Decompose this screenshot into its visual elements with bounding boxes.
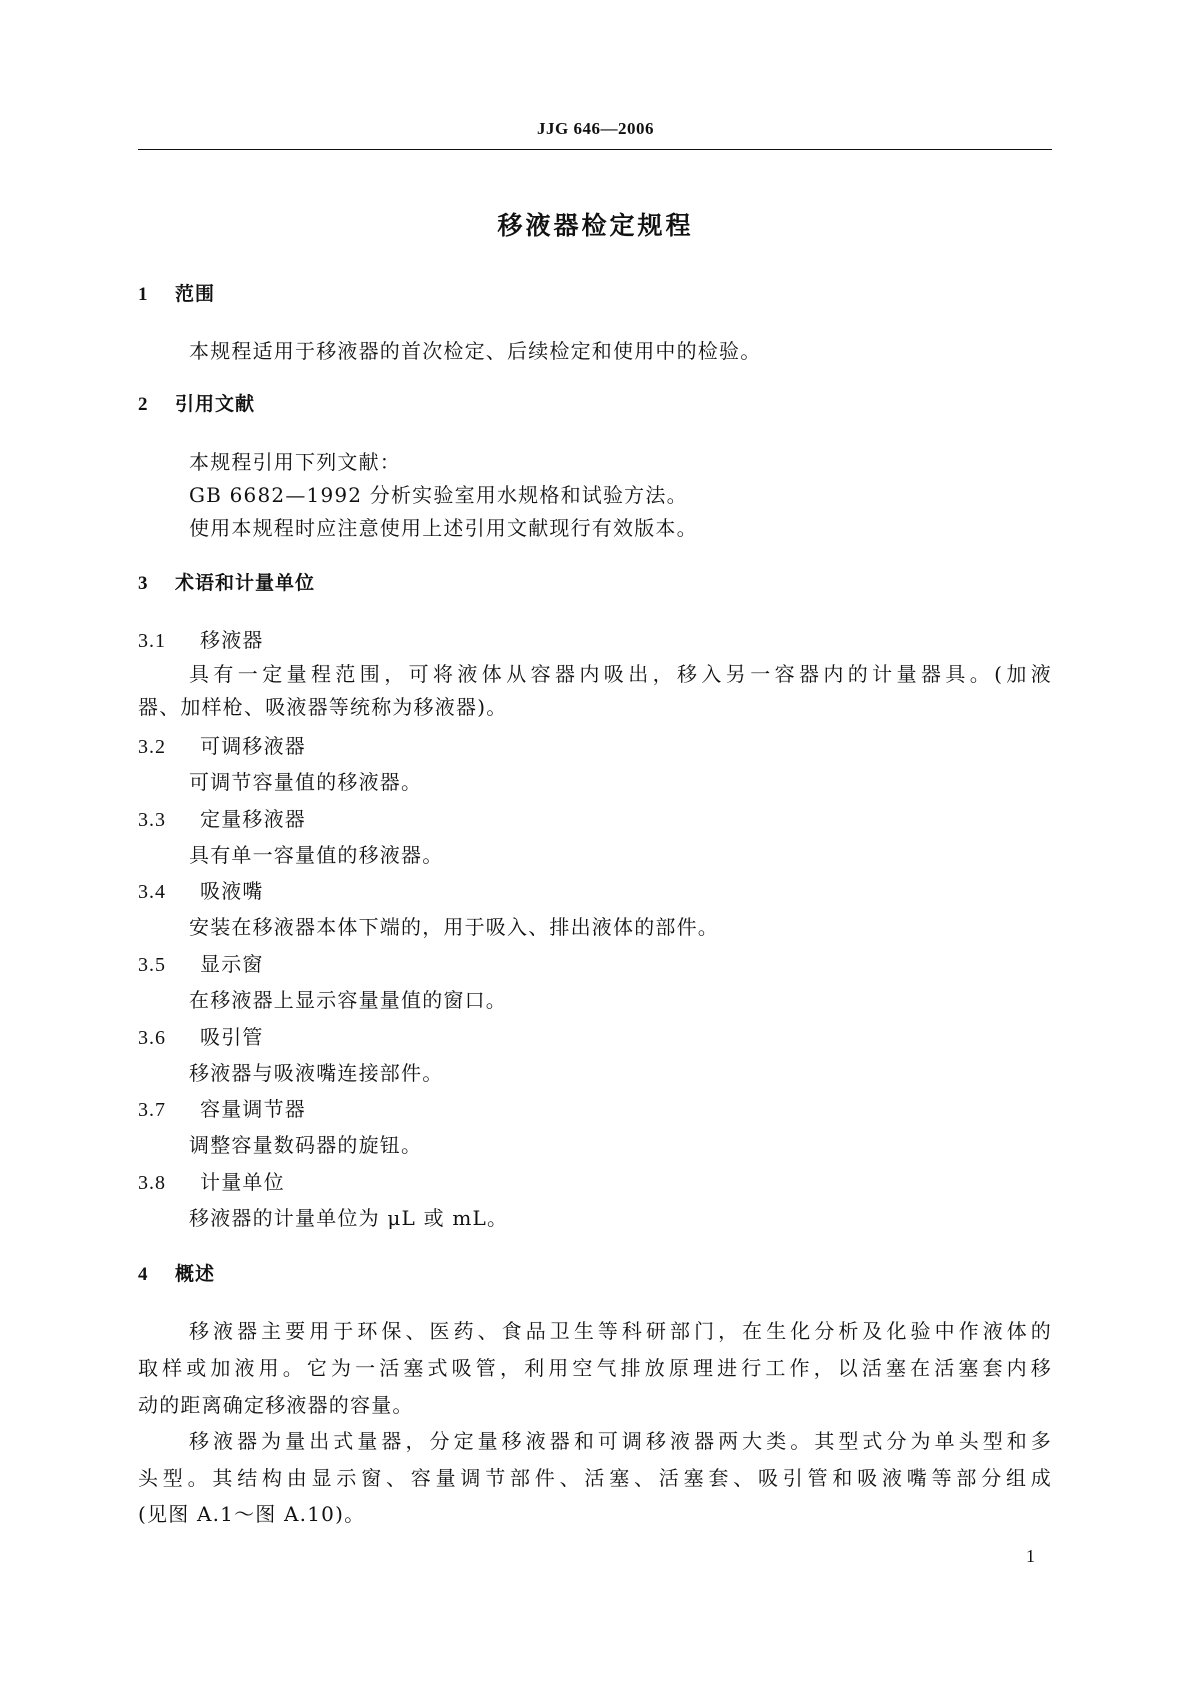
section-heading-3 — [138, 568, 315, 595]
term-definition: 移液器与吸液嘴连接部件。 — [189, 1061, 444, 1085]
term-name: 计量单位 — [200, 1170, 285, 1194]
term-definition: 在移液器上显示容量量值的窗口。 — [189, 988, 507, 1012]
section-number: 3 — [138, 573, 149, 594]
term-heading — [138, 1093, 306, 1122]
term-definition: 调整容量数码器的旋钮。 — [189, 1133, 423, 1157]
term-definition: 安装在移液器本体下端的，用于吸入、排出液体的部件。 — [189, 915, 719, 939]
term-heading — [138, 948, 264, 977]
section-title: 概述 — [175, 1263, 216, 1285]
term-definition-line: 具有一定量程范围，可将液体从容器内吸出，移入另一容器内的计量器具。(加液 — [189, 662, 1052, 686]
overview-line: 动的距离确定移液器的容量。 — [138, 1393, 414, 1417]
term-name: 容量调节器 — [200, 1097, 306, 1121]
term-heading — [138, 730, 306, 759]
document-title: 移液器检定规程 — [497, 211, 694, 240]
section-title: 范围 — [175, 283, 216, 305]
references-line: 使用本规程时应注意使用上述引用文献现行有效版本。 — [189, 516, 698, 540]
term-heading — [138, 624, 264, 653]
term-number: 3.5 — [138, 954, 166, 976]
term-number: 3.1 — [138, 630, 166, 652]
header-rule — [138, 149, 1052, 150]
term-definition: 可调节容量值的移液器。 — [189, 770, 423, 794]
header-code: JJG 646—2006 — [537, 119, 654, 138]
overview-line: (见图 A.1～图 A.10)。 — [138, 1502, 366, 1526]
term-number: 3.4 — [138, 881, 166, 903]
term-heading — [138, 803, 306, 832]
overview-line: 取样或加液用。它为一活塞式吸管，利用空气排放原理进行工作，以活塞在活塞套内移 — [138, 1356, 1052, 1380]
term-number: 3.7 — [138, 1099, 166, 1121]
section-heading-4 — [138, 1259, 215, 1286]
term-heading — [138, 875, 264, 904]
references-line: GB 6682—1992 分析实验室用水规格和试验方法。 — [189, 483, 688, 507]
term-heading — [138, 1166, 285, 1195]
term-definition: 具有单一容量值的移液器。 — [189, 843, 444, 867]
page-number: 1 — [1026, 1546, 1035, 1566]
term-name: 可调移液器 — [200, 734, 306, 758]
overview-line: 头型。其结构由显示窗、容量调节部件、活塞、活塞套、吸引管和吸液嘴等部分组成 — [138, 1466, 1052, 1490]
section-title: 引用文献 — [175, 393, 256, 415]
references-line: 本规程引用下列文献： — [189, 450, 401, 474]
section-number: 2 — [138, 394, 149, 415]
term-name: 吸引管 — [200, 1025, 264, 1049]
term-name: 定量移液器 — [200, 807, 306, 831]
term-number: 3.6 — [138, 1027, 166, 1049]
scope-text: 本规程适用于移液器的首次检定、后续检定和使用中的检验。 — [189, 339, 762, 363]
term-number: 3.3 — [138, 809, 166, 831]
section-heading-1 — [138, 279, 215, 306]
overview-line: 移液器为量出式量器，分定量移液器和可调移液器两大类。其型式分为单头型和多 — [189, 1429, 1052, 1453]
section-number: 1 — [138, 284, 149, 305]
overview-line: 移液器主要用于环保、医药、食品卫生等科研部门，在生化分析及化验中作液体的 — [189, 1319, 1052, 1343]
section-heading-2 — [138, 389, 255, 416]
term-name: 显示窗 — [200, 952, 264, 976]
section-title: 术语和计量单位 — [175, 572, 316, 594]
term-number: 3.8 — [138, 1172, 166, 1194]
term-definition-line: 器、加样枪、吸液器等统称为移液器)。 — [138, 695, 508, 719]
term-number: 3.2 — [138, 736, 166, 758]
term-heading — [138, 1021, 264, 1050]
term-name: 移液器 — [200, 628, 264, 652]
term-name: 吸液嘴 — [200, 879, 264, 903]
section-number: 4 — [138, 1264, 149, 1285]
term-definition: 移液器的计量单位为 μL 或 mL。 — [189, 1206, 509, 1230]
